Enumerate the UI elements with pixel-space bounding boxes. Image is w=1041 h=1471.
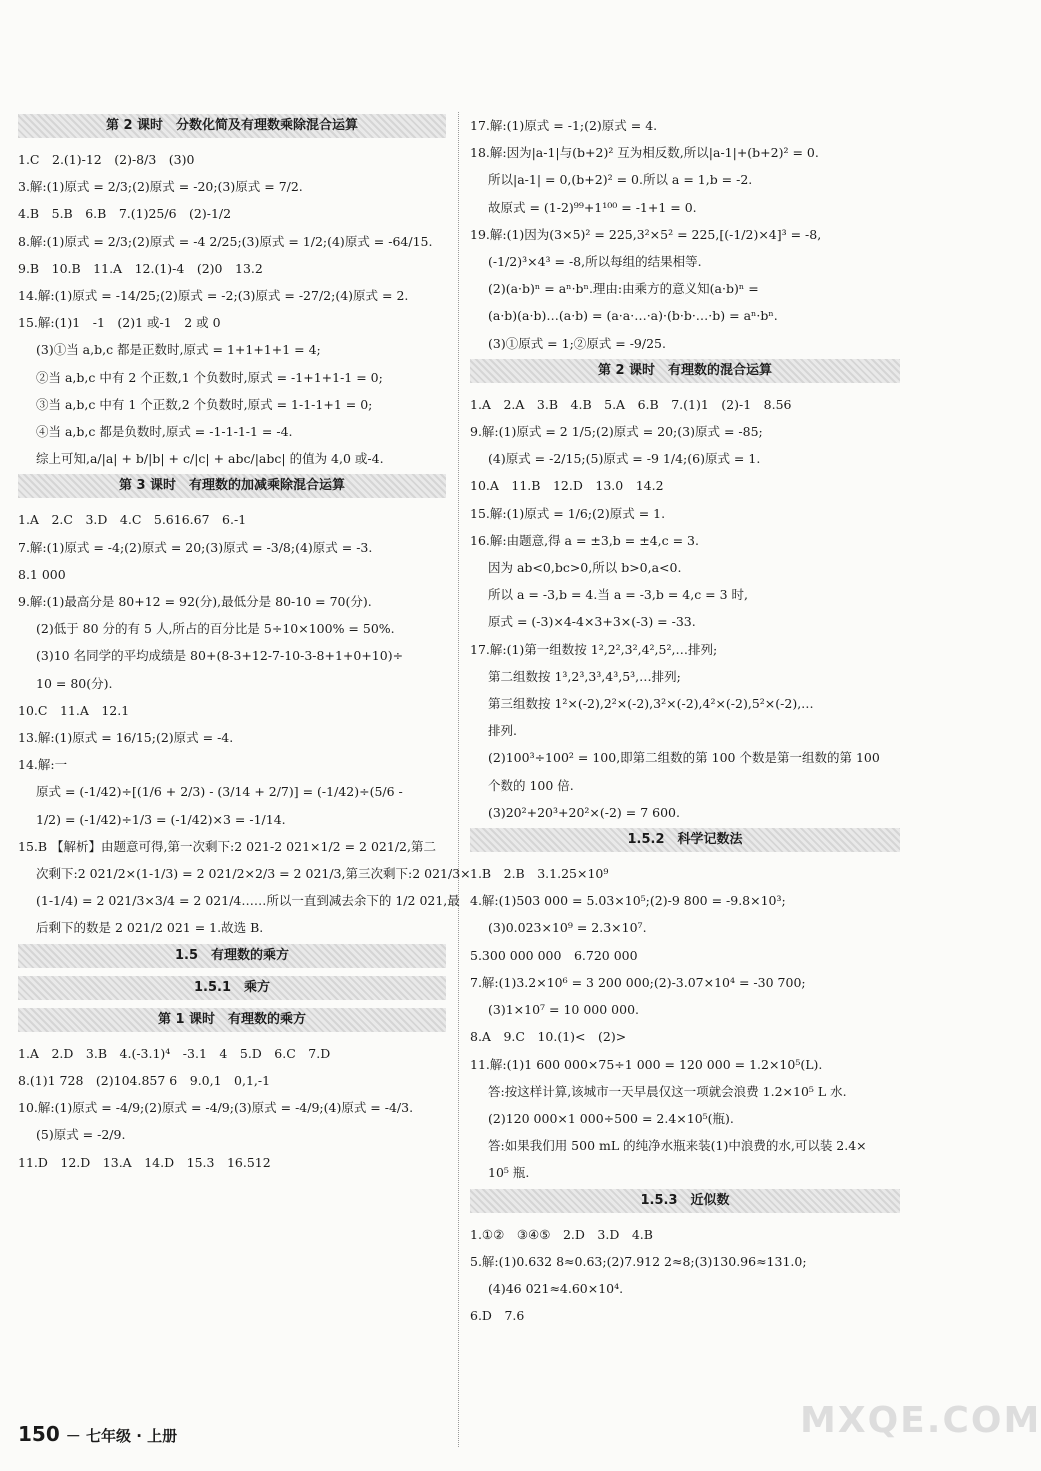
- answer-line: 第二组数按 1³,2³,3³,4³,5³,…排列;: [488, 668, 681, 684]
- section-heading: 第 1 课时 有理数的乘方: [18, 1008, 446, 1032]
- answer-line: (a·b)(a·b)…(a·b) = (a·a·…·a)·(b·b·…·b) = aⁿ·bⁿ.: [488, 308, 778, 324]
- answer-line: 4.B 5.B 6.B 7.(1)25/6 (2)-1/2: [18, 206, 232, 222]
- answer-line: 1/2) = (-1/42)÷1/3 = (-1/42)×3 = -1/14.: [36, 811, 286, 827]
- answer-line: 故原式 = (1-2)⁹⁹+1¹⁰⁰ = -1+1 = 0.: [488, 199, 697, 215]
- answer-line: 第三组数按 1²×(-2),2²×(-2),3²×(-2),4²×(-2),5²×(-2),…: [488, 696, 814, 712]
- page-footer: [18, 1422, 177, 1446]
- answer-line: 8.解:(1)原式 = 2/3;(2)原式 = -4 2/25;(3)原式 = 1/2;(4)原式 = -64/15.: [18, 233, 433, 249]
- answer-line: 所以|a-1| = 0,(b+2)² = 0.所以 a = 1,b = -2.: [488, 172, 753, 188]
- answer-line: 11.D 12.D 13.A 14.D 15.3 16.512: [18, 1154, 271, 1170]
- section-heading: 1.5 有理数的乘方: [18, 944, 446, 968]
- answer-line: 8.1 000: [18, 566, 66, 582]
- answer-line: 3.解:(1)原式 = 2/3;(2)原式 = -20;(3)原式 = 7/2.: [18, 179, 303, 195]
- answer-line: 答:按这样计算,该城市一天早晨仅这一项就会浪费 1.2×10⁵ L 水.: [488, 1083, 847, 1099]
- answer-line: 10 = 80(分).: [36, 675, 113, 691]
- answer-line: 8.(1)1 728 (2)104.857 6 9.0,1 0,1,-1: [18, 1072, 271, 1088]
- answer-line: 综上可知,a/|a| + b/|b| + c/|c| + abc/|abc| 的值为 4,0 或-4.: [36, 451, 384, 467]
- answer-line: 17.解:(1)第一组数按 1²,2²,3²,4²,5²,…排列;: [470, 641, 718, 657]
- answer-line: (3)①原式 = 1;②原式 = -9/25.: [488, 335, 666, 351]
- answer-line: (3)0.023×10⁹ = 2.3×10⁷.: [488, 920, 647, 936]
- answer-line: 1.A 2.A 3.B 4.B 5.A 6.B 7.(1)1 (2)-1 8.56: [470, 396, 792, 412]
- answer-line: 7.解:(1)3.2×10⁶ = 3 200 000;(2)-3.07×10⁴ = -30 700;: [470, 974, 806, 990]
- answer-line: 5.300 000 000 6.720 000: [470, 947, 638, 963]
- answer-line: 17.解:(1)原式 = -1;(2)原式 = 4.: [470, 118, 658, 133]
- answer-line: (2)120 000×1 000÷500 = 2.4×10⁵(瓶).: [488, 1110, 734, 1126]
- section-heading: 第 3 课时 有理数的加减乘除混合运算: [18, 474, 446, 498]
- answer-line: (2)(a·b)ⁿ = aⁿ·bⁿ.理由:由乘方的意义知(a·b)ⁿ =: [488, 281, 759, 297]
- answer-line: 14.解:一: [18, 757, 68, 773]
- answer-line: 9.B 10.B 11.A 12.(1)-4 (2)0 13.2: [18, 260, 263, 276]
- answer-line: 15.解:(1)1 -1 (2)1 或-1 2 或 0: [18, 315, 221, 331]
- answer-line: (4)46 021≈4.60×10⁴.: [488, 1280, 624, 1296]
- answer-line: 10⁵ 瓶.: [488, 1165, 530, 1181]
- answer-line: ②当 a,b,c 中有 2 个正数,1 个负数时,原式 = -1+1+1-1 = 0;: [36, 369, 383, 385]
- column-divider: [458, 112, 459, 1447]
- page-number: 150: [18, 1422, 60, 1446]
- right-column: [470, 112, 900, 1329]
- answer-line: 11.解:(1)1 600 000×75÷1 000 = 120 000 = 1.2×10⁵(L).: [470, 1056, 823, 1072]
- answer-line: 14.解:(1)原式 = -14/25;(2)原式 = -2;(3)原式 = -27/2;(4)原式 = 2.: [18, 288, 409, 304]
- left-column: [18, 112, 471, 1176]
- answer-line: (3)10 名同学的平均成绩是 80+(8-3+12-7-10-3-8+1+0+10)÷: [36, 648, 404, 664]
- answer-line: 1.①② ③④⑤ 2.D 3.D 4.B: [470, 1226, 653, 1242]
- answer-line: (2)低于 80 分的有 5 人,所占的百分比是 5÷10×100% = 50%.: [36, 621, 395, 637]
- answer-line: 次剩下:2 021/2×(1-1/3) = 2 021/2×2/3 = 2 021/3,第三次剩下:2 021/3×: [36, 866, 471, 882]
- answer-line: 答:如果我们用 500 mL 的纯净水瓶来装(1)中浪费的水,可以装 2.4×: [488, 1138, 867, 1154]
- grade-label: － 七年级 · 上册: [65, 1427, 178, 1445]
- answer-line: 10.C 11.A 12.1: [18, 702, 130, 718]
- answer-line: 10.A 11.B 12.D 13.0 14.2: [470, 478, 664, 494]
- section-heading: 第 2 课时 有理数的混合运算: [470, 359, 900, 383]
- answer-line: 5.解:(1)0.632 8≈0.63;(2)7.912 2≈8;(3)130.96≈131.0;: [470, 1253, 807, 1269]
- section-heading: 第 2 课时 分数化简及有理数乘除混合运算: [18, 114, 446, 138]
- answer-line: 排列.: [488, 723, 517, 739]
- section-heading: 1.5.2 科学记数法: [470, 828, 900, 852]
- answer-line: (-1/2)³×4³ = -8,所以每组的结果相等.: [488, 254, 702, 270]
- answer-line: 个数的 100 倍.: [488, 777, 574, 793]
- answer-line: 原式 = (-3)×4-4×3+3×(-3) = -33.: [488, 614, 696, 630]
- answer-line: (4)原式 = -2/15;(5)原式 = -9 1/4;(6)原式 = 1.: [488, 451, 761, 467]
- answer-line: 原式 = (-1/42)÷[(1/6 + 2/3) - (3/14 + 2/7)] = (-1/42)÷(5/6 -: [36, 784, 403, 800]
- answer-line: 1.A 2.D 3.B 4.(-3.1)⁴ -3.1 4 5.D 6.C 7.D: [18, 1045, 331, 1061]
- answer-line: 13.解:(1)原式 = 16/15;(2)原式 = -4.: [18, 730, 234, 746]
- answer-line: 因为 ab<0,bc>0,所以 b>0,a<0.: [488, 560, 682, 576]
- answer-line: 9.解:(1)最高分是 80+12 = 92(分),最低分是 80-10 = 70(分).: [18, 594, 372, 610]
- answer-line: 7.解:(1)原式 = -4;(2)原式 = 20;(3)原式 = -3/8;(4)原式 = -3.: [18, 539, 373, 555]
- answer-line: 19.解:(1)因为(3×5)² = 225,3²×5² = 225,[(-1/2)×4]³ = -8,: [470, 226, 822, 242]
- answer-line: ③当 a,b,c 中有 1 个正数,2 个负数时,原式 = 1-1-1+1 = 0;: [36, 396, 373, 412]
- answer-line: 4.解:(1)503 000 = 5.03×10⁵;(2)-9 800 = -9.8×10³;: [470, 893, 786, 909]
- answer-line: 1.A 2.C 3.D 4.C 5.616.67 6.-1: [18, 512, 247, 528]
- answer-line: (2)100³÷100² = 100,即第二组数的第 100 个数是第一组数的第 100: [488, 750, 880, 766]
- answer-line: 18.解:因为|a-1|与(b+2)² 互为相反数,所以|a-1|+(b+2)² = 0.: [470, 145, 819, 161]
- answer-line: 9.解:(1)原式 = 2 1/5;(2)原式 = 20;(3)原式 = -85;: [470, 424, 763, 440]
- section-heading: 1.5.3 近似数: [470, 1189, 900, 1213]
- answer-line: 6.D 7.6: [470, 1308, 525, 1324]
- answer-line: 1.B 2.B 3.1.25×10⁹: [470, 866, 609, 882]
- answer-line: 8.A 9.C 10.(1)< (2)>: [470, 1029, 627, 1045]
- answer-line: 10.解:(1)原式 = -4/9;(2)原式 = -4/9;(3)原式 = -4/9;(4)原式 = -4/3.: [18, 1100, 414, 1116]
- section-heading: 1.5.1 乘方: [18, 976, 446, 1000]
- answer-line: 1.C 2.(1)-12 (2)-8/3 (3)0: [18, 152, 195, 167]
- answer-line: 15.B 【解析】由题意可得,第一次剩下:2 021-2 021×1/2 = 2 021/2,第二: [18, 838, 436, 854]
- answer-line: 16.解:由题意,得 a = ±3,b = ±4,c = 3.: [470, 532, 699, 548]
- answer-line: (3)1×10⁷ = 10 000 000.: [488, 1002, 640, 1018]
- answer-line: 15.解:(1)原式 = 1/6;(2)原式 = 1.: [470, 505, 666, 521]
- answer-line: 后剩下的数是 2 021/2 021 = 1.故选 B.: [36, 920, 264, 936]
- answer-line: (1-1/4) = 2 021/3×3/4 = 2 021/4……所以一直到减去余下的 1/2 021,最: [36, 893, 460, 909]
- answer-line: ④当 a,b,c 都是负数时,原式 = -1-1-1-1 = -4.: [36, 424, 293, 440]
- answer-line: (3)①当 a,b,c 都是正数时,原式 = 1+1+1+1 = 4;: [36, 342, 321, 358]
- answer-line: (3)20²+20³+20²×(-2) = 7 600.: [488, 804, 680, 820]
- watermark: MXQE.COM: [800, 1400, 1041, 1441]
- answer-line: (5)原式 = -2/9.: [36, 1127, 126, 1143]
- answer-line: 所以 a = -3,b = 4.当 a = -3,b = 4,c = 3 时,: [488, 587, 749, 603]
